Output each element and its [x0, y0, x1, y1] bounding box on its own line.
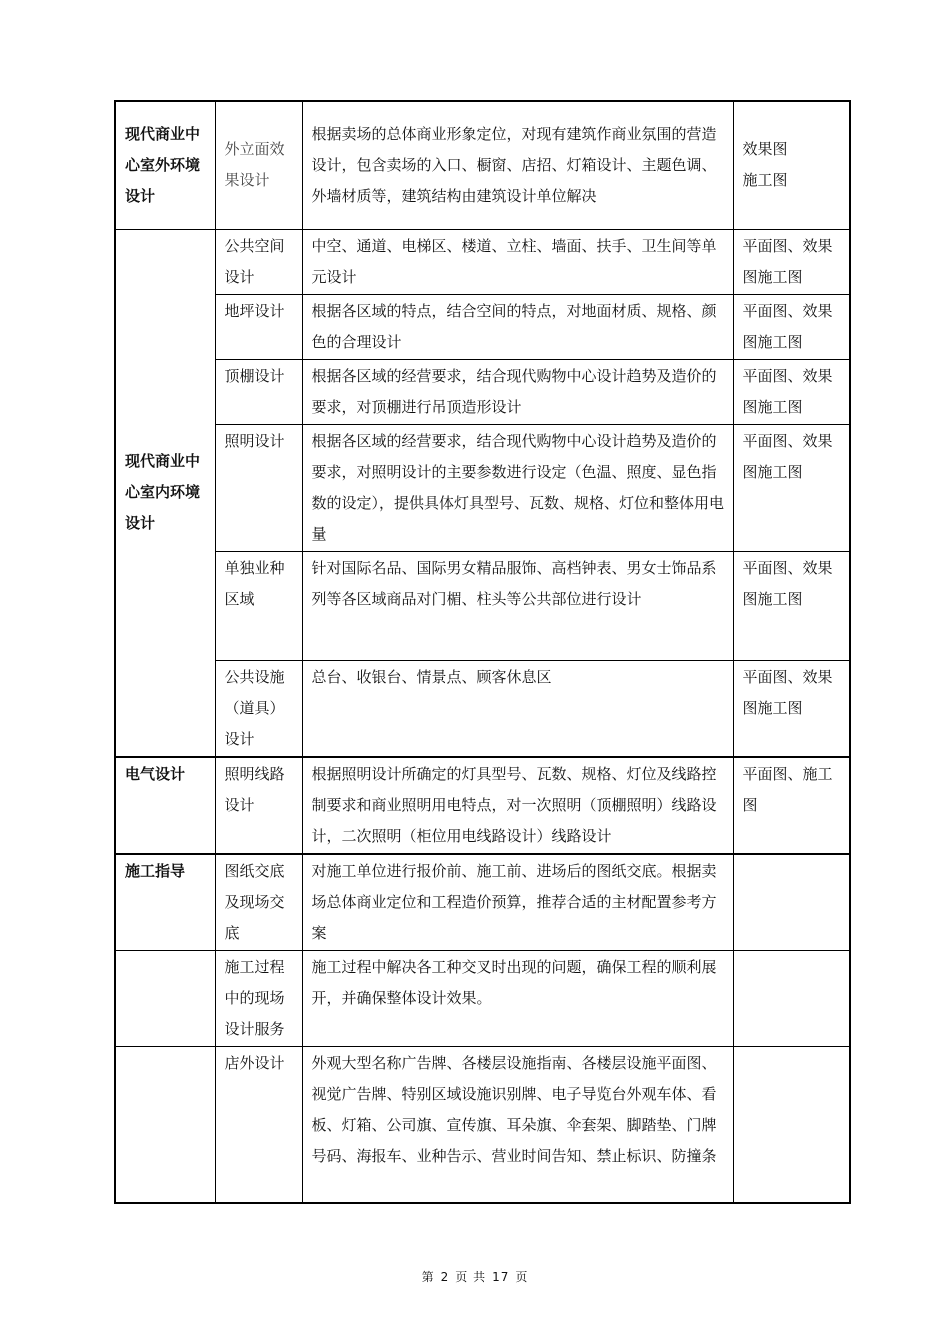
table-row — [115, 1046, 850, 1203]
footer-prefix: 第 — [421, 1270, 435, 1284]
content-cell: 外观大型名称广告牌、各楼层设施指南、各楼层设施平面图、视觉广告牌、特别区域设施识别牌、电子导览台外观车体、看板、灯箱、公司旗、宣传旗、耳朵旗、伞套架、脚踏垫、门牌号码、海报车、业种告示、营业时间告知、禁止标识、防撞条 — [302, 1046, 733, 1203]
content-cell: 对施工单位进行报价前、施工前、进场后的图纸交底。根据卖场总体商业定位和工程造价预算，推荐合适的主材配置参考方案 — [302, 854, 733, 951]
item-cell: 单独业种区域 — [215, 551, 302, 660]
item-cell: 图纸交底及现场交底 — [215, 854, 302, 951]
content-cell: 针对国际名品、国际男女精品服饰、高档钟表、男女士饰品系列等各区域商品对门楣、柱头等公共部位进行设计 — [302, 551, 733, 660]
content-cell: 中空、通道、电梯区、楼道、立柱、墙面、扶手、卫生间等单元设计 — [302, 229, 733, 294]
category-cell: 电气设计 — [115, 757, 215, 854]
deliverable-line: 效果图 — [742, 140, 788, 159]
deliverable-cell: 平面图、效果图施工图 — [733, 551, 850, 660]
deliverable-cell — [733, 950, 850, 1046]
deliverable-cell: 平面图、效果图施工图 — [733, 660, 850, 757]
deliverable-cell: 平面图、施工图 — [733, 757, 850, 854]
item-cell: 照明线路设计 — [215, 757, 302, 854]
footer-suffix: 页 — [515, 1270, 529, 1284]
footer-page-number: 2 — [440, 1270, 450, 1284]
content-cell: 根据各区域的特点，结合空间的特点，对地面材质、规格、颜色的合理设计 — [302, 294, 733, 359]
deliverable-cell — [733, 1046, 850, 1203]
table-row — [115, 359, 850, 424]
deliverable-cell: 平面图、效果图施工图 — [733, 229, 850, 294]
table-row — [115, 551, 850, 660]
page-footer — [0, 1268, 950, 1285]
deliverable-cell — [733, 101, 850, 229]
item-cell: 店外设计 — [215, 1046, 302, 1203]
item-cell: 顶棚设计 — [215, 359, 302, 424]
item-cell: 照明设计 — [215, 424, 302, 551]
item-cell: 公共空间设计 — [215, 229, 302, 294]
table-row — [115, 101, 850, 229]
table-row — [115, 757, 850, 854]
category-cell — [115, 950, 215, 1046]
footer-total-pages: 17 — [492, 1270, 510, 1284]
deliverable-cell — [733, 854, 850, 951]
category-cell — [115, 1046, 215, 1203]
content-cell: 根据各区域的经营要求，结合现代购物中心设计趋势及造价的要求，对照明设计的主要参数进行设定（色温、照度、显色指数的设定），提供具体灯具型号、瓦数、规格、灯位和整体用电量 — [302, 424, 733, 551]
table-row — [115, 424, 850, 551]
item-cell: 施工过程中的现场设计服务 — [215, 950, 302, 1046]
content-cell: 总台、收银台、情景点、顾客休息区 — [302, 660, 733, 757]
content-cell: 施工过程中解决各工种交叉时出现的问题，确保工程的顺利展开，并确保整体设计效果。 — [302, 950, 733, 1046]
table-row — [115, 660, 850, 757]
content-cell: 根据照明设计所确定的灯具型号、瓦数、规格、灯位及线路控制要求和商业照明用电特点，对一次照明（顶棚照明）线路设计，二次照明（柜位用电线路设计）线路设计 — [302, 757, 733, 854]
table-row — [115, 950, 850, 1046]
item-cell: 地坪设计 — [215, 294, 302, 359]
deliverable-cell: 平面图、效果图施工图 — [733, 359, 850, 424]
deliverable-cell: 平面图、效果图施工图 — [733, 294, 850, 359]
footer-middle: 页 共 — [455, 1270, 487, 1284]
deliverable-line: 施工图 — [742, 171, 788, 190]
table-row — [115, 229, 850, 294]
deliverable-cell: 平面图、效果图施工图 — [733, 424, 850, 551]
item-cell: 公共设施（道具）设计 — [215, 660, 302, 757]
item-cell: 外立面效果设计 — [215, 101, 302, 229]
table-row — [115, 854, 850, 951]
design-scope-table — [114, 100, 851, 1204]
category-cell: 施工指导 — [115, 854, 215, 951]
content-cell: 根据各区域的经营要求，结合现代购物中心设计趋势及造价的要求，对顶棚进行吊顶造形设计 — [302, 359, 733, 424]
table-row — [115, 294, 850, 359]
category-cell: 现代商业中心室内环境设计 — [115, 229, 215, 757]
content-cell: 根据卖场的总体商业形象定位，对现有建筑作商业氛围的营造设计，包含卖场的入口、橱窗、店招、灯箱设计、主题色调、外墙材质等，建筑结构由建筑设计单位解决 — [302, 101, 733, 229]
category-cell: 现代商业中心室外环境设计 — [115, 101, 215, 229]
